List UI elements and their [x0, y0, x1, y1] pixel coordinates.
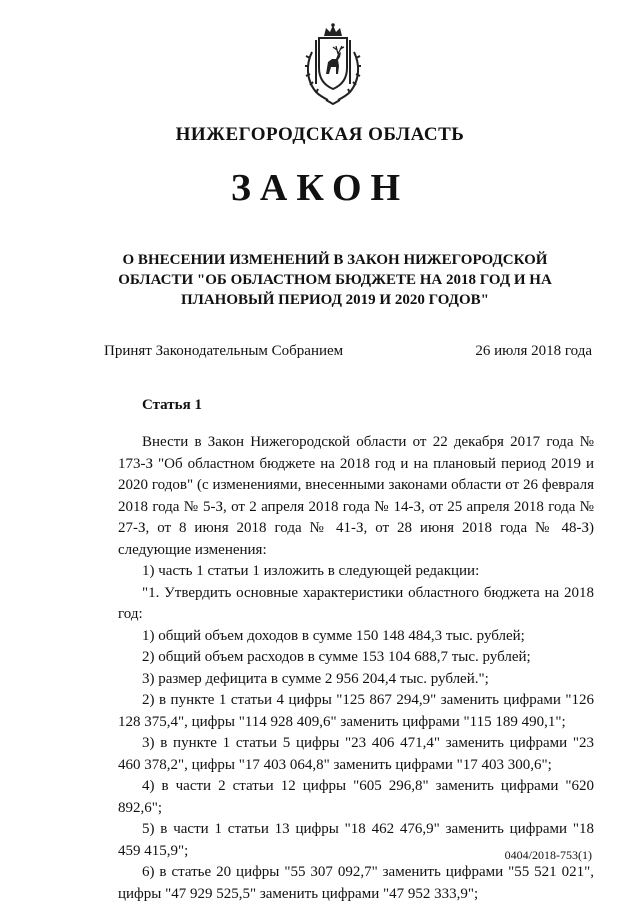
region-name: НИЖЕГОРОДСКАЯ ОБЛАСТЬ	[175, 124, 465, 145]
article-paragraph: 1) часть 1 статьи 1 изложить в следующей редакции:	[142, 563, 480, 579]
article-body	[118, 432, 594, 905]
coat-of-arms-icon	[302, 22, 364, 106]
adoption-line	[104, 343, 592, 360]
adoption-date: 26 июля 2018 года	[475, 343, 592, 359]
article-paragraph: 2) общий объем расходов в сумме 153 104 688,7 тыс. рублей;	[142, 649, 531, 665]
article-paragraph: 5) в части 1 статьи 13 цифры "18 462 476,9" заменить цифрами "18 459 415,9";	[118, 821, 594, 859]
adopted-by-text: Принят Законодательным Собранием	[104, 343, 344, 359]
article-paragraph: 6) в статье 20 цифры "55 307 092,7" заменить цифрами "55 521 021", цифры "47 929 525,5" заменить цифрами "47 952 333,9";	[118, 864, 594, 902]
article-paragraph: 2) в пункте 1 статьи 4 цифры "125 867 294,9" заменить цифрами "126 128 375,4", цифры "114 928 409,6" заменить цифрами "115 189 490,1";	[118, 692, 594, 730]
article-paragraph: 1) общий объем доходов в сумме 150 148 484,3 тыс. рублей;	[142, 627, 525, 644]
article-paragraph: 4) в части 2 статьи 12 цифры "605 296,8" заменить цифрами "620 892,6";	[118, 778, 594, 816]
law-subject-heading: О ВНЕСЕНИИ ИЗМЕНЕНИЙ В ЗАКОН НИЖЕГОРОДСКОЙ ОБЛАСТИ "ОБ ОБЛАСТНОМ БЮДЖЕТЕ НА 2018 ГОД И НА ПЛАНОВЫЙ ПЕРИОД 2019 И 2020 ГОДОВ"	[118, 252, 552, 308]
document-type-title: ЗАКОН	[230, 167, 410, 209]
document-registration-code: 0404/2018-753(1)	[504, 848, 592, 862]
article-paragraph: 3) в пункте 1 статьи 5 цифры "23 406 471,4" заменить цифрами "23 460 378,2", цифры "17 403 064,8" заменить цифрами "17 403 300,6";	[118, 735, 594, 773]
article-paragraph: "1. Утвердить основные характеристики областного бюджета на 2018 год:	[118, 584, 594, 622]
article-paragraph: 3) размер дефицита в сумме 2 956 204,4 тыс. рублей.";	[142, 670, 489, 687]
article-title: Статья 1	[142, 397, 202, 413]
article-paragraph: Внести в Закон Нижегородской области от 22 декабря 2017 года № 173-З "Об областном бюджете на 2018 год и на плановый период 2019 и 2020 годов" (с изменениями, внесенными законами области от 26 февраля 2018 года № 5-З, от 2 апреля 2018 года № 14-З, от 25 апреля 2018 года № 27-З, от 8 июня 2018 года № 41-З, от 28 июня 2018 года № 48-З) следующие изменения:	[118, 434, 594, 558]
